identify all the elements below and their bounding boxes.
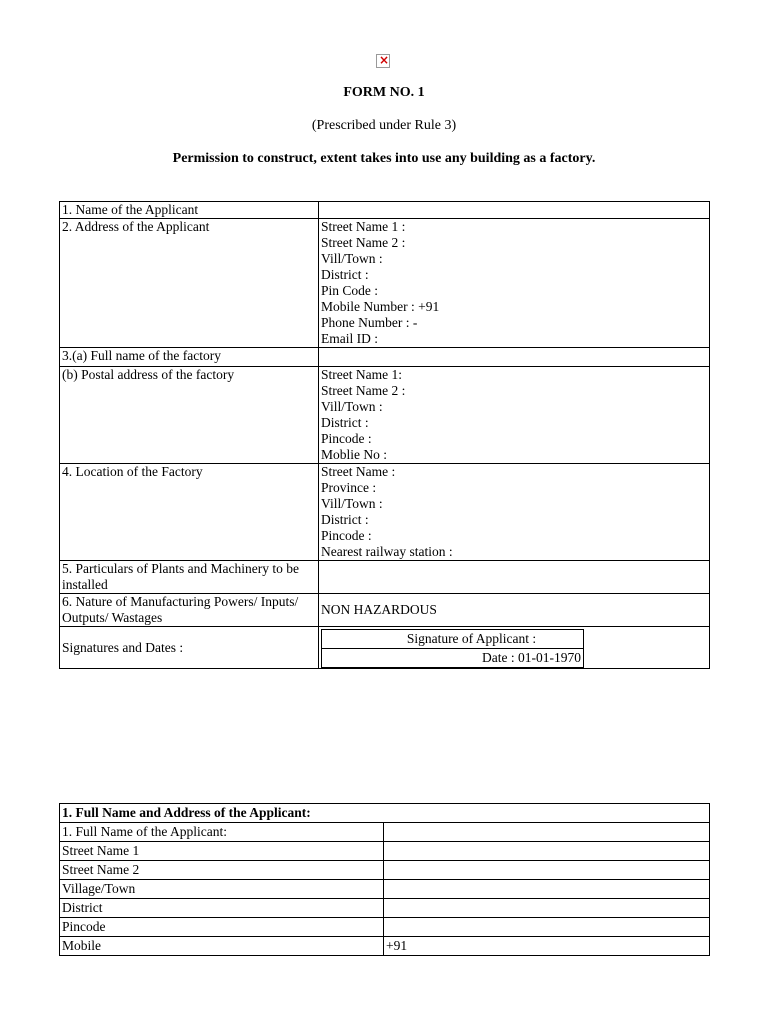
- row-value: [384, 918, 710, 937]
- plants-machinery-value: [319, 561, 710, 594]
- factory-name-label: 3.(a) Full name of the factory: [60, 348, 319, 367]
- manufacturing-nature-label: 6. Nature of Manufacturing Powers/ Inputs/ Outputs/ Wastages: [60, 594, 319, 627]
- signature-box: [321, 629, 584, 668]
- table-row: [60, 627, 710, 669]
- applicant-details-header: 1. Full Name and Address of the Applicant:: [60, 804, 710, 823]
- address-line: Email ID :: [321, 331, 378, 346]
- address-line: Vill/Town :: [321, 399, 383, 414]
- row-label: District: [60, 899, 384, 918]
- row-label: 1. Full Name of the Applicant:: [60, 823, 384, 842]
- location-line: District :: [321, 512, 369, 527]
- address-line: Street Name 2 :: [321, 235, 406, 250]
- location-line: Province :: [321, 480, 377, 495]
- address-line: Moblie No :: [321, 447, 387, 462]
- table-row: [60, 367, 710, 464]
- applicant-signature: Signature of Applicant :: [322, 630, 584, 649]
- table-row: [322, 630, 584, 649]
- row-label: Village/Town: [60, 880, 384, 899]
- factory-postal-label: (b) Postal address of the factory: [60, 367, 319, 464]
- table-row: [60, 594, 710, 627]
- address-line: Pincode :: [321, 431, 372, 446]
- table-row: [60, 561, 710, 594]
- row-value: [384, 861, 710, 880]
- factory-location-label: 4. Location of the Factory: [60, 464, 319, 561]
- row-label: Mobile: [60, 937, 384, 956]
- form-heading: Permission to construct, extent takes into use any building as a factory.: [172, 151, 596, 166]
- applicant-address-value: [319, 219, 710, 348]
- table-row: [60, 880, 710, 899]
- form-title: FORM NO. 1: [343, 85, 425, 100]
- address-line: District :: [321, 415, 369, 430]
- table-row: [60, 348, 710, 367]
- plants-machinery-label: 5. Particulars of Plants and Machinery to be installed: [60, 561, 319, 594]
- signature-date: Date : 01-01-1970: [322, 649, 584, 668]
- factory-name-value: [319, 348, 710, 367]
- manufacturing-nature-value: NON HAZARDOUS: [319, 594, 710, 627]
- row-value: +91: [384, 937, 710, 956]
- factory-permission-table: [59, 201, 710, 669]
- broken-image-icon: ×: [376, 54, 390, 68]
- signatures-value: [319, 627, 710, 669]
- address-line: Mobile Number : +91: [321, 299, 440, 314]
- form-subtitle: (Prescribed under Rule 3): [311, 118, 457, 133]
- address-line: Street Name 1 :: [321, 219, 406, 234]
- location-line: Street Name :: [321, 464, 396, 479]
- address-line: Pin Code :: [321, 283, 379, 298]
- location-line: Nearest railway station :: [321, 544, 453, 559]
- factory-postal-value: [319, 367, 710, 464]
- table-row: [60, 899, 710, 918]
- table-row: [60, 464, 710, 561]
- address-line: Phone Number : -: [321, 315, 418, 330]
- address-line: Vill/Town :: [321, 251, 383, 266]
- applicant-details-table: [59, 803, 710, 956]
- applicant-name-label: 1. Name of the Applicant: [60, 202, 319, 219]
- applicant-address-label: 2. Address of the Applicant: [60, 219, 319, 348]
- table-row: [60, 219, 710, 348]
- address-line: Street Name 2 :: [321, 383, 406, 398]
- table-row: [60, 842, 710, 861]
- signatures-label: Signatures and Dates :: [60, 627, 319, 669]
- location-line: Vill/Town :: [321, 496, 383, 511]
- table-row: [60, 861, 710, 880]
- table-row: [60, 823, 710, 842]
- row-value: [384, 880, 710, 899]
- address-line: District :: [321, 267, 369, 282]
- table-row: [60, 918, 710, 937]
- row-value: [384, 899, 710, 918]
- row-label: Pincode: [60, 918, 384, 937]
- table-row: [60, 937, 710, 956]
- location-line: Pincode :: [321, 528, 372, 543]
- table-row: [322, 649, 584, 668]
- applicant-name-value: [319, 202, 710, 219]
- row-value: [384, 842, 710, 861]
- table-row: [60, 804, 710, 823]
- address-line: Street Name 1:: [321, 367, 402, 382]
- factory-location-value: [319, 464, 710, 561]
- row-label: Street Name 2: [60, 861, 384, 880]
- row-value: [384, 823, 710, 842]
- row-label: Street Name 1: [60, 842, 384, 861]
- table-row: [60, 202, 710, 219]
